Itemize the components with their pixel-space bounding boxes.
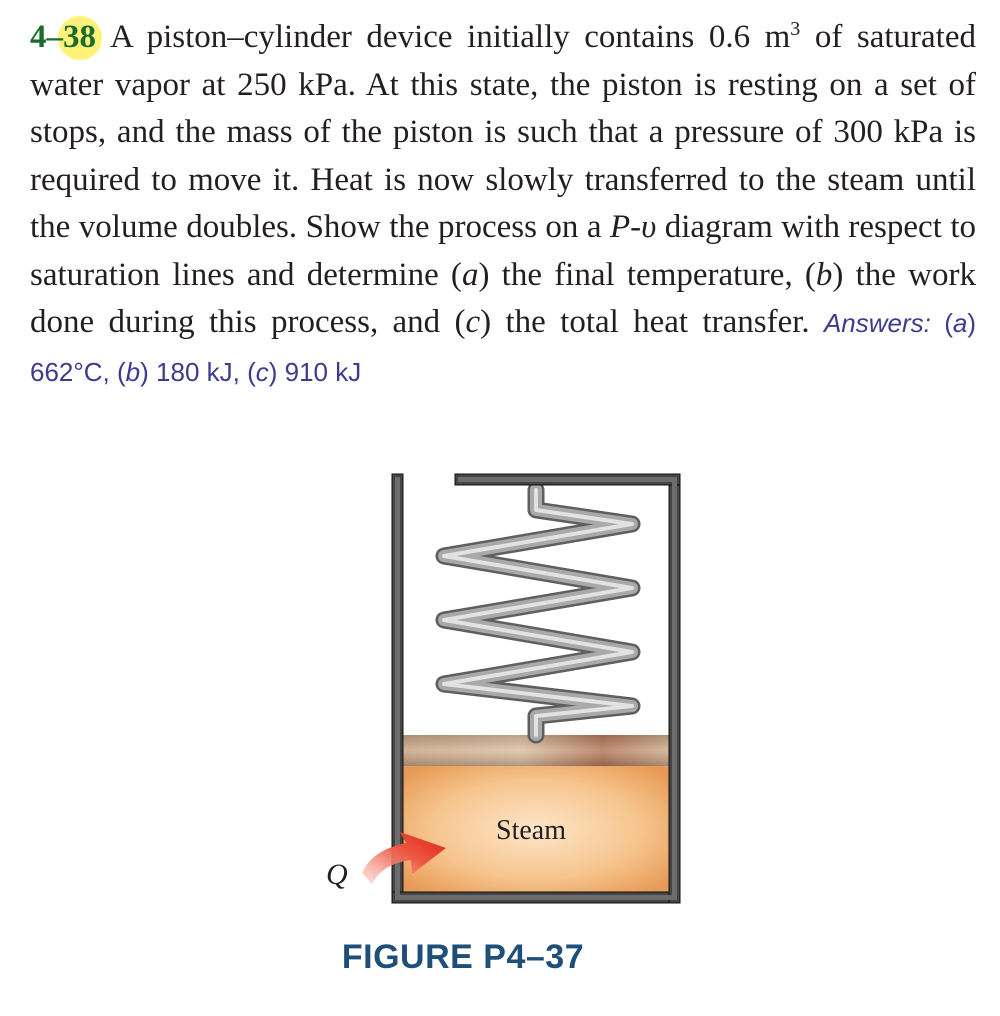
problem-number: 4–38: [30, 14, 96, 62]
figure-caption: FIGURE P4–37: [341, 938, 585, 976]
problem-text-part: ) the work done during this process, and (: [30, 256, 976, 340]
part-b-letter: b: [815, 256, 833, 293]
part-a-letter: a: [461, 256, 479, 293]
problem-text-part: of saturated water vapor at 250 kPa. At this state, the piston is resting on a set of stops, and the mass of the piston is such that a pressure of 300 kPa is required to move it. Heat is now slowly transferred to the steam until the volume doubles. Show the process on a: [30, 19, 977, 245]
answer-c: ) 910 kJ: [268, 356, 362, 387]
answers: Answers: (a) 662°C, (b) 180 kJ, (c) 910 kJ: [30, 308, 976, 387]
answers-label: Answers:: [823, 308, 931, 338]
problem-text-part: ) the final temperature, (: [478, 256, 816, 293]
superscript-3: 3: [790, 18, 801, 40]
problem-text-part: A piston–cylinder device initially contains 0.6 m: [110, 19, 791, 55]
steam-label: Steam: [496, 815, 566, 846]
answer-a: ) 662°C, (: [30, 308, 976, 387]
problem-text-part: ) the total heat transfer.: [480, 304, 824, 340]
problem-text-part: diagram with respect to saturation lines and determine (: [30, 209, 976, 293]
answer-b: ) 180 kJ, (: [140, 356, 256, 387]
heat-q-label: Q: [326, 858, 348, 891]
pv-symbol: P-υ: [609, 209, 657, 245]
part-c-letter: c: [465, 304, 481, 340]
spring: [444, 490, 632, 735]
